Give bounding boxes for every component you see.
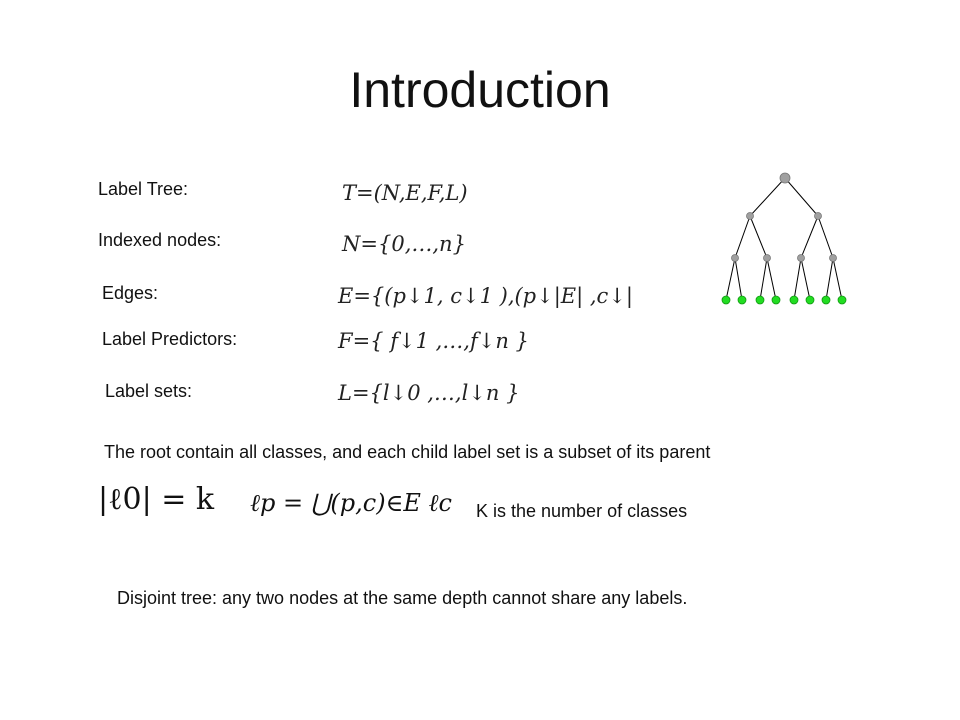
- indexed-nodes-formula: N={0,…,n}: [342, 232, 466, 256]
- tree-node: [798, 255, 805, 262]
- label-sets-formula: L={l↓0 ,…,l↓n }: [338, 381, 520, 405]
- label-tree-diagram: [710, 160, 850, 310]
- label-predictors-label: Label Predictors:: [102, 329, 238, 349]
- label-tree-formula: T=(N,E,F,L): [342, 181, 468, 205]
- tree-leaf-node: [806, 296, 814, 304]
- union-equation: ℓp = ⋃(p,c)∈E ℓc: [250, 489, 452, 517]
- disjoint-tree-note: Disjoint tree: any two nodes at the same depth cannot share any labels.: [117, 588, 688, 608]
- tree-leaf-node: [738, 296, 746, 304]
- tree-leaf-node: [790, 296, 798, 304]
- slide-title: Introduction: [349, 62, 611, 118]
- tree-root-node: [780, 173, 790, 183]
- root-statement: The root contain all classes, and each child label set is a subset of its parent: [104, 442, 711, 462]
- tree-node: [830, 255, 837, 262]
- label-predictors-formula: F={ f↓1 ,…,f↓n }: [338, 329, 529, 353]
- root-size-equation: |ℓ0| = k: [98, 482, 215, 517]
- tree-leaf-node: [838, 296, 846, 304]
- tree-node: [764, 255, 771, 262]
- edges-formula: E={(p↓1, c↓1 ),(p↓|E| ,c↓|: [338, 284, 633, 308]
- tree-node: [815, 213, 822, 220]
- k-note: K is the number of classes: [476, 501, 688, 521]
- tree-leaf-node: [756, 296, 764, 304]
- edges-label: Edges:: [102, 283, 159, 303]
- label-tree-label: Label Tree:: [98, 179, 189, 199]
- tree-node: [732, 255, 739, 262]
- indexed-nodes-label: Indexed nodes:: [98, 230, 222, 250]
- tree-leaf-node: [822, 296, 830, 304]
- label-sets-label: Label sets:: [105, 381, 193, 401]
- tree-leaf-node: [722, 296, 730, 304]
- tree-node: [747, 213, 754, 220]
- tree-leaf-node: [772, 296, 780, 304]
- tree-edges: [726, 178, 842, 300]
